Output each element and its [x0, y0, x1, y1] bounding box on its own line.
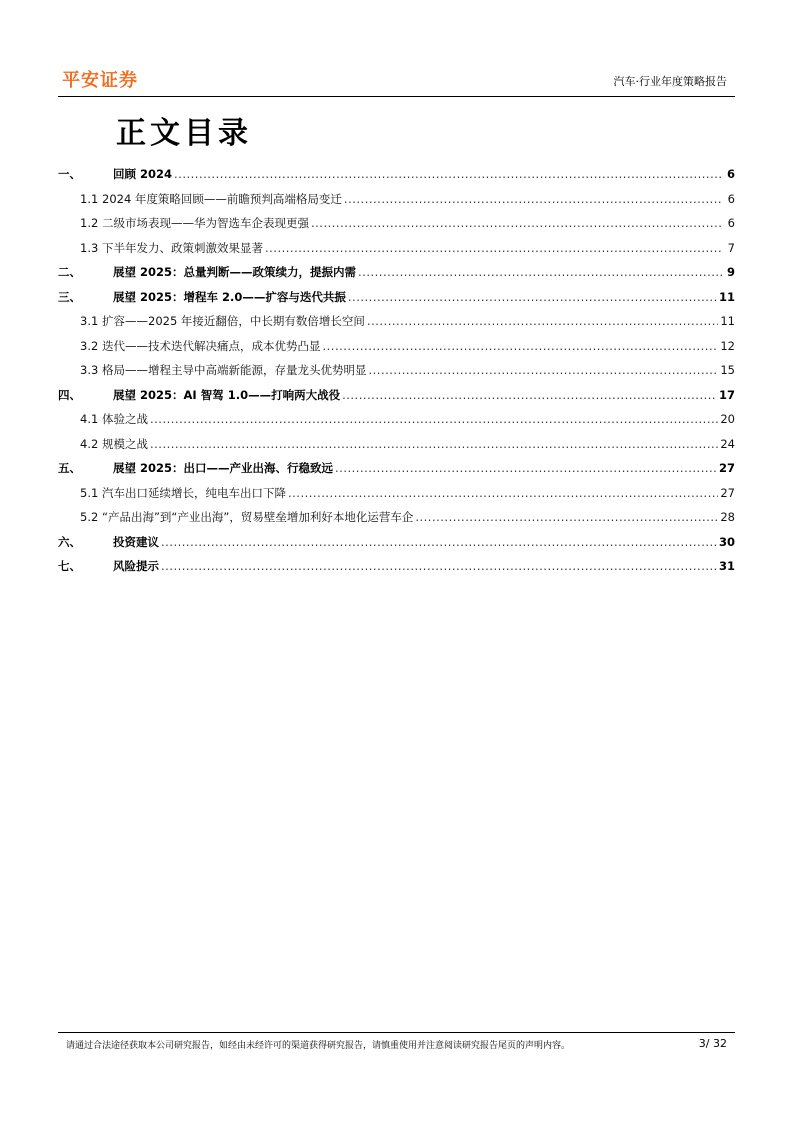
toc-entry-title: 2024 年度策略回顾——前瞻预判高端格局变迁	[102, 191, 342, 206]
toc-entry[interactable]	[58, 534, 735, 559]
table-of-contents	[58, 166, 735, 583]
toc-entry-number: 一、	[58, 167, 81, 181]
toc-dot-leader	[288, 486, 718, 500]
toc-entry[interactable]	[58, 166, 735, 191]
toc-entry[interactable]	[58, 558, 735, 583]
toc-entry-number: 4.2	[80, 436, 99, 451]
toc-dot-leader	[369, 363, 719, 377]
toc-entry-page: 17	[718, 387, 735, 402]
toc-dot-leader	[265, 241, 723, 255]
toc-entry-page: 6	[727, 191, 735, 206]
toc-entry-number: 四、	[58, 387, 81, 402]
footer-divider	[58, 1032, 735, 1033]
toc-dot-leader	[150, 437, 718, 451]
toc-entry[interactable]	[58, 264, 735, 289]
toc-entry[interactable]	[58, 485, 735, 510]
page-number: 3/ 32	[698, 1037, 727, 1050]
toc-entry[interactable]	[58, 338, 735, 363]
toc-entry-page: 31	[718, 559, 735, 573]
toc-entry-number: 五、	[58, 461, 81, 475]
toc-dot-leader	[161, 559, 717, 573]
toc-entry-title: 展望 2025：AI 智驾 1.0——打响两大战役	[113, 387, 341, 402]
toc-dot-leader	[358, 265, 723, 279]
toc-entry-number: 二、	[58, 265, 81, 279]
toc-entry[interactable]	[58, 460, 735, 485]
toc-entry-page: 27	[718, 461, 735, 475]
company-logo: 平安证券	[62, 70, 138, 91]
toc-entry-number: 3.2	[80, 338, 99, 353]
toc-dot-leader	[348, 290, 717, 304]
toc-entry-number: 3.1	[80, 314, 99, 328]
toc-entry[interactable]	[58, 215, 735, 240]
toc-entry-title: 规模之战	[102, 436, 148, 451]
footer-disclaimer: 请通过合法途径获取本公司研究报告，如经由未经许可的渠道获得研究报告，请慎重使用并注意阅读研究报告尾页的声明内容。	[66, 1041, 571, 1051]
toc-entry-title: 展望 2025：总量判断——政策续力，提振内需	[113, 265, 357, 279]
toc-entry-number: 5.2	[80, 510, 99, 524]
toc-entry-page: 11	[720, 314, 735, 328]
report-type-label: 汽车·行业年度策略报告	[613, 75, 727, 88]
toc-entry-page: 7	[727, 240, 735, 255]
toc-entry[interactable]	[58, 509, 735, 534]
toc-entry-page: 11	[718, 289, 735, 304]
toc-dot-leader	[323, 339, 719, 353]
toc-entry[interactable]	[58, 289, 735, 314]
toc-entry-number: 六、	[58, 534, 81, 549]
toc-entry[interactable]	[58, 240, 735, 265]
toc-entry-page: 12	[720, 338, 735, 353]
toc-entry-number: 1.2	[80, 216, 99, 230]
toc-entry-title: 投资建议	[113, 534, 159, 549]
toc-entry-page: 6	[727, 216, 735, 230]
toc-dot-leader	[150, 412, 718, 426]
toc-entry-number: 4.1	[80, 412, 99, 426]
header-divider	[58, 96, 735, 97]
toc-entry-title: “产品出海”到“产业出海”，贸易壁垒增加利好本地化运营车企	[102, 510, 414, 524]
toc-entry-page: 9	[726, 265, 735, 279]
toc-entry-page: 6	[726, 167, 735, 181]
toc-entry-title: 体验之战	[102, 412, 148, 426]
toc-dot-leader	[335, 461, 717, 475]
toc-entry-page: 28	[720, 510, 735, 524]
toc-dot-leader	[415, 510, 718, 524]
toc-entry[interactable]	[58, 411, 735, 436]
toc-entry-number: 七、	[58, 559, 81, 573]
toc-entry-title: 展望 2025：出口——产业出海、行稳致远	[113, 461, 334, 475]
toc-entry-title: 汽车出口延续增长，纯电车出口下降	[102, 485, 286, 500]
toc-entry-title: 下半年发力、政策刺激效果显著	[102, 240, 263, 255]
page-title: 正文目录	[116, 116, 252, 151]
toc-dot-leader	[174, 167, 723, 181]
toc-dot-leader	[342, 388, 717, 402]
toc-entry-title: 格局——增程主导中高端新能源，存量龙头优势明显	[102, 363, 367, 377]
toc-dot-leader	[311, 216, 723, 230]
toc-entry-number: 1.3	[80, 240, 99, 255]
toc-entry-page: 20	[720, 412, 735, 426]
toc-entry-number: 5.1	[80, 485, 99, 500]
toc-entry[interactable]	[58, 313, 735, 338]
toc-entry-page: 24	[720, 436, 735, 451]
toc-entry-title: 风险提示	[113, 559, 159, 573]
toc-entry-number: 1.1	[80, 191, 99, 206]
toc-entry-title: 二级市场表现——华为智选车企表现更强	[102, 216, 309, 230]
toc-entry-number: 三、	[58, 289, 81, 304]
toc-dot-leader	[367, 314, 718, 328]
toc-dot-leader	[344, 192, 723, 206]
toc-entry[interactable]	[58, 387, 735, 412]
toc-entry[interactable]	[58, 362, 735, 387]
toc-entry-page: 15	[720, 363, 735, 377]
toc-dot-leader	[161, 535, 717, 549]
toc-entry[interactable]	[58, 191, 735, 216]
toc-entry-number: 3.3	[80, 363, 99, 377]
toc-entry-title: 迭代——技术迭代解决痛点，成本优势凸显	[102, 338, 321, 353]
toc-entry-page: 30	[718, 534, 735, 549]
toc-entry-page: 27	[720, 485, 735, 500]
toc-entry-title: 回顾 2024	[113, 167, 173, 181]
toc-entry-title: 展望 2025：增程车 2.0——扩容与迭代共振	[113, 289, 346, 304]
toc-entry[interactable]	[58, 436, 735, 461]
toc-entry-title: 扩容——2025 年接近翻倍，中长期有数倍增长空间	[102, 314, 365, 328]
